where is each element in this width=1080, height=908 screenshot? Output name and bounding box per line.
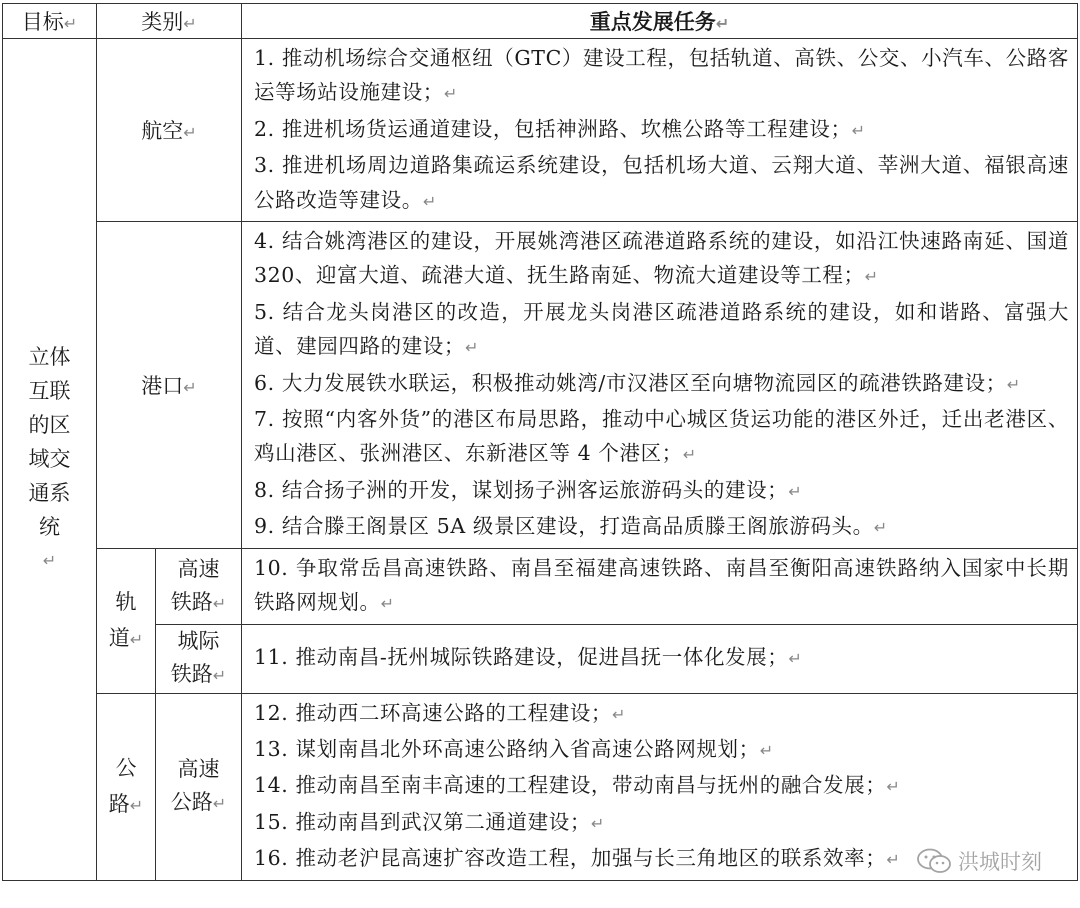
port-row (3, 222, 1078, 549)
goal-cell: 立体 互联 的区 域交 通系 统 ↵ (3, 39, 97, 881)
category-port: 港口↵ (97, 222, 242, 549)
task-item: 14. 推动南昌至南丰高速的工程建设，带动南昌与抚州的融合发展；↵ (254, 773, 901, 798)
wechat-icon (916, 848, 952, 874)
header-row (3, 4, 1078, 39)
subcategory-intercity: 城际 铁路↵ (156, 624, 242, 693)
task-item: 16. 推动老沪昆高速扩容改造工程，加强与长三角地区的联系效率；↵ (254, 846, 901, 871)
task-item: 4. 结合姚湾港区的建设，开展姚湾港区疏港道路系统的建设，如沿江快速路南延、国道 320、迎富大道、疏港大道、抚生路南延、物流大道建设等工程；↵ (254, 229, 1069, 288)
category-highway: 公 路↵ (97, 693, 156, 880)
watermark (916, 846, 1042, 876)
task-item: 8. 结合扬子洲的开发，谋划扬子洲客运旅游码头的建设；↵ (254, 477, 803, 502)
task-item: 2. 推进机场货运通道建设，包括神洲路、坎樵公路等工程建设；↵ (254, 116, 866, 141)
rail-hsr-row (3, 548, 1078, 624)
tasks-hsr (242, 548, 1078, 624)
task-item: 6. 大力发展铁水联运，积极推动姚湾/市汉港区至向塘物流园区的疏港铁路建设；↵ (254, 370, 1021, 395)
aviation-row (3, 39, 1078, 222)
task-item: 1. 推动机场综合交通枢纽（GTC）建设工程，包括轨道、高铁、公交、小汽车、公路客运等场站设施建设；↵ (254, 46, 1069, 105)
header-goal: 目标↵ (3, 4, 97, 39)
rail-intercity-row (3, 624, 1078, 693)
header-tasks: 重点发展任务↵ (242, 4, 1078, 39)
category-aviation: 航空↵ (97, 39, 242, 222)
task-item: 3. 推进机场周边道路集疏运系统建设，包括机场大道、云翔大道、莘洲大道、福银高速公路改造等建设。↵ (254, 153, 1069, 212)
task-item: 15. 推动南昌到武汉第二通道建设；↵ (254, 809, 605, 834)
transport-task-table (2, 3, 1078, 881)
subcategory-expressway: 高速 公路↵ (156, 693, 242, 880)
watermark-text: 洪城时刻 (958, 850, 1042, 874)
task-item: 10. 争取常岳昌高速铁路、南昌至福建高速铁路、南昌至衡阳高速铁路纳入国家中长期铁路网规划。↵ (254, 555, 1069, 615)
task-item: 9. 结合滕王阁景区 5A 级景区建设，打造高品质滕王阁旅游码头。↵ (254, 514, 888, 539)
tasks-port (242, 222, 1078, 549)
subcategory-hsr: 高速 铁路↵ (156, 548, 242, 624)
task-item: 5. 结合龙头岗港区的改造，开展龙头岗港区疏港道路系统的建设，如和谐路、富强大道、建园四路的建设；↵ (254, 299, 1069, 359)
task-item: 12. 推动西二环高速公路的工程建设；↵ (254, 700, 627, 725)
category-rail: 轨 道↵ (97, 548, 156, 693)
header-category: 类别↵ (97, 4, 242, 39)
tasks-intercity (242, 624, 1078, 693)
tasks-aviation (242, 39, 1078, 222)
task-item: 7. 按照“内客外货”的港区布局思路，推动中心城区货运功能的港区外迁，迁出老港区、鸡山港区、张洲港区、东新港区等 4 个港区；↵ (254, 407, 1069, 466)
task-item: 11. 推动南昌-抚州城际铁路建设，促进昌抚一体化发展；↵ (254, 645, 803, 670)
task-item: 13. 谋划南昌北外环高速公路纳入省高速公路网规划；↵ (254, 736, 774, 761)
